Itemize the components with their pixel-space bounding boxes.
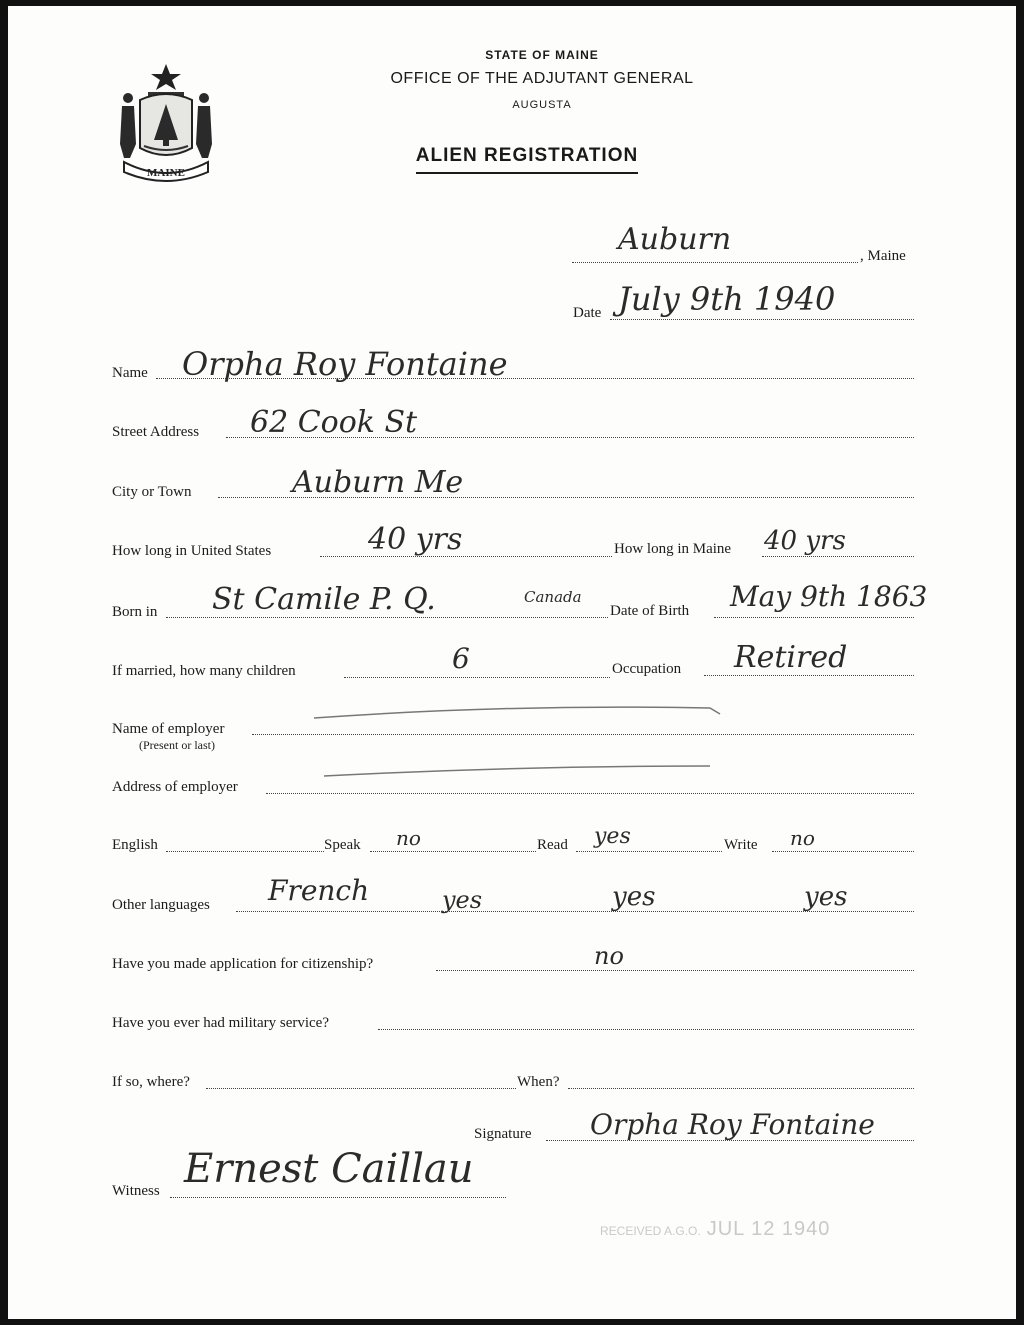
where-line (206, 1088, 516, 1089)
occupation-line (704, 675, 914, 676)
signature-label: Signature (474, 1126, 532, 1142)
header-city: AUGUSTA (512, 99, 572, 111)
read-line (576, 851, 722, 852)
children-entry: 6 (452, 642, 470, 675)
children-label: If married, how many children (112, 663, 296, 679)
city-label: City or Town (112, 484, 192, 500)
header-state: STATE OF MAINE (485, 48, 599, 62)
city-entry: Auburn Me (292, 465, 464, 500)
employer-address-dash-stroke (320, 760, 720, 780)
other-languages-label: Other languages (112, 897, 210, 913)
other-language-entry: French (268, 874, 370, 907)
date-line (610, 319, 914, 320)
header-office: OFFICE OF THE ADJUTANT GENERAL (390, 70, 694, 87)
street-label: Street Address (112, 424, 200, 440)
occupation-entry: Retired (734, 640, 848, 675)
citizenship-line (436, 970, 914, 971)
date-label: Date (573, 305, 602, 321)
military-label: Have you ever had military service? (112, 1015, 329, 1031)
military-line (378, 1029, 914, 1030)
other-speak-entry: yes (442, 886, 483, 914)
date-of-birth-label: Date of Birth (610, 603, 690, 619)
born-in-line (166, 617, 608, 618)
english-line (166, 851, 324, 852)
employer-line (252, 734, 914, 735)
other-read-entry: yes (612, 882, 656, 912)
write-label: Write (724, 837, 758, 853)
how-long-us-label: How long in United States (112, 543, 272, 559)
date-of-birth-line (714, 617, 914, 618)
town-line (572, 262, 858, 263)
occupation-label: Occupation (612, 661, 682, 677)
received-stamp-date: JUL 12 1940 (706, 1218, 831, 1240)
witness-entry: Ernest Caillau (184, 1146, 474, 1192)
maine-label: , Maine (860, 248, 906, 264)
signature-entry: Orpha Roy Fontaine (590, 1108, 875, 1141)
witness-line (170, 1197, 506, 1198)
employer-dash-stroke (310, 700, 730, 724)
born-in-entry: St Camile P. Q. (212, 582, 436, 617)
how-long-maine-entry: 40 yrs (764, 526, 846, 556)
speak-line (370, 851, 536, 852)
name-entry: Orpha Roy Fontaine (182, 345, 508, 383)
witness-label: Witness (112, 1183, 160, 1199)
speak-entry: no (396, 826, 421, 850)
read-label: Read (537, 837, 568, 853)
received-stamp-text: RECEIVED A.G.O. (600, 1224, 701, 1238)
children-line (344, 677, 610, 678)
when-label: When? (517, 1074, 560, 1090)
how-long-maine-line (762, 556, 914, 557)
how-long-us-line (320, 556, 612, 557)
born-in-label: Born in (112, 604, 158, 620)
english-label: English (112, 837, 158, 853)
form-title-text: ALIEN REGISTRATION (416, 145, 638, 174)
citizenship-label: Have you made application for citizenship? (112, 956, 374, 972)
employer-sublabel: (Present or last) (139, 738, 215, 752)
read-entry: yes (594, 824, 631, 849)
town-entry: Auburn (618, 222, 732, 257)
when-line (568, 1088, 914, 1089)
received-stamp (600, 1218, 830, 1241)
other-write-entry: yes (804, 882, 848, 912)
write-line (772, 851, 914, 852)
how-long-us-entry: 40 yrs (368, 522, 463, 557)
street-entry: 62 Cook St (250, 405, 418, 440)
seal-text: MAINE (147, 167, 185, 179)
employer-label: Name of employer (112, 721, 225, 737)
speak-label: Speak (324, 837, 361, 853)
employer-address-label: Address of employer (112, 779, 238, 795)
name-label: Name (112, 365, 148, 381)
where-label: If so, where? (112, 1074, 190, 1090)
date-entry: July 9th 1940 (618, 280, 836, 318)
date-of-birth-entry: May 9th 1863 (730, 580, 928, 613)
citizenship-entry: no (594, 942, 624, 970)
form-title (0, 145, 1024, 167)
write-entry: no (790, 826, 815, 850)
how-long-maine-label: How long in Maine (614, 541, 732, 557)
born-in-country-entry: Canada (524, 588, 582, 606)
employer-address-line (266, 793, 914, 794)
